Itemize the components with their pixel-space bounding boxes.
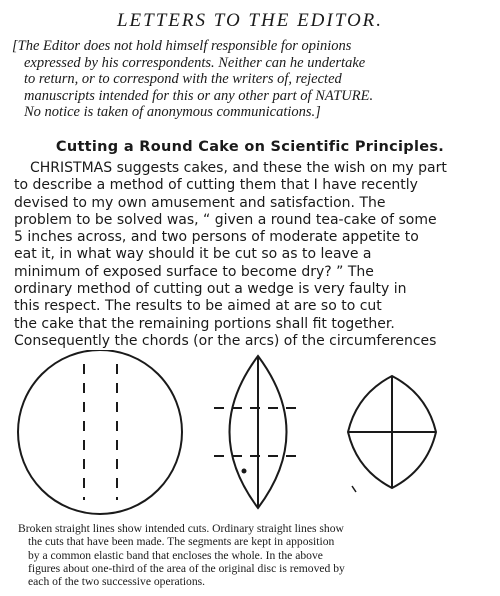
article-title: Cutting a Round Cake on Scientific Principles. <box>55 139 445 155</box>
cake-circle <box>18 350 182 514</box>
editor-disclaimer <box>12 38 482 121</box>
body-line: to describe a method of cutting them that I have recently <box>14 177 418 194</box>
disclaimer-line: expressed by his correspondents. Neither can he undertake <box>24 54 366 71</box>
caption-line: by a common elastic band that encloses the whole. In the above <box>28 548 323 562</box>
article-body <box>14 160 486 350</box>
body-line: devised to my own amusement and satisfaction. The <box>14 194 386 211</box>
body-line: problem to be solved was, “ given a round tea-cake of some <box>14 211 437 228</box>
body-line: eat it, in what way should it be cut so as to leave a <box>14 246 372 263</box>
body-line: ordinary method of cutting out a wedge is very faulty in <box>14 281 407 298</box>
disclaimer-line: to return, or to correspond with the writers of, rejected <box>24 71 342 87</box>
disclaimer-line: manuscripts intended for this or any other part of NATURE. <box>24 87 374 104</box>
figure-caption <box>18 522 484 588</box>
figure-third-cut <box>348 376 436 492</box>
body-line: Consequently the chords (or the arcs) of the circumferences <box>14 332 437 349</box>
caption-line: the cuts that have been made. The segments are kept in apposition <box>28 535 335 549</box>
disclaimer-line: [The Editor does not hold himself responsible for opinions <box>12 38 352 54</box>
cake-cut-figures <box>0 350 500 520</box>
body-line: CHRISTMAS suggests cakes, and these the wish on my part <box>30 160 447 176</box>
body-line: this respect. The results to be aimed at are so to cut <box>14 298 382 315</box>
body-line: 5 inches across, and two persons of moderate appetite to <box>14 229 419 246</box>
figure-first-cut <box>18 350 182 514</box>
ink-speck <box>242 469 247 474</box>
body-line: the cake that the remaining portions shall fit together. <box>14 315 395 332</box>
caption-line: figures about one-third of the area of the original disc is removed by <box>28 561 345 575</box>
ink-speck-mark <box>352 486 356 492</box>
figure-second-cut <box>214 356 302 508</box>
caption-line: Broken straight lines show intended cuts. Ordinary straight lines show <box>18 522 344 535</box>
caption-line: each of the two successive operations. <box>28 575 206 589</box>
body-line: minimum of exposed surface to become dry? ” The <box>14 263 374 280</box>
disclaimer-line: No notice is taken of anonymous communications.] <box>24 104 321 120</box>
section-heading: LETTERS TO THE EDITOR. <box>116 10 384 31</box>
